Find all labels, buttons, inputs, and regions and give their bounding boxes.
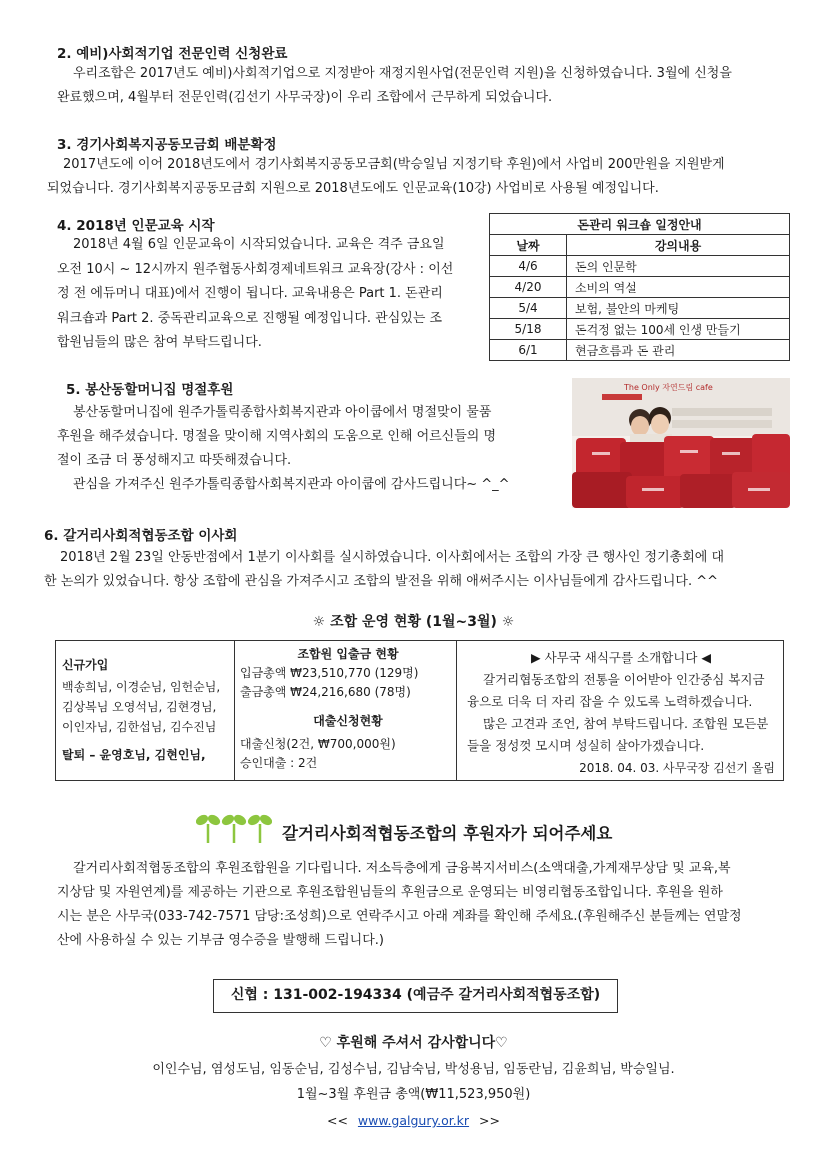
photo-sign: The Only 자연드림 cafe — [624, 383, 713, 392]
workshop-content: 소비의 역설 — [567, 277, 790, 298]
staff-line: 많은 고견과 조언, 참여 부탁드립니다. 조합원 모든분 — [483, 716, 769, 731]
sec2-body — [57, 62, 795, 110]
sec6-heading: 6. 갈거리사회적협동조합 이사회 — [44, 528, 238, 544]
sec2-heading: 2. 예비)사회적기업 전문인력 신청완료 — [57, 46, 288, 62]
bank-account: 신협 : 131-002-194334 (예금주 갈거리사회적협동조합) — [213, 979, 618, 1013]
status-title: ☼ 조합 운영 현황 (1월~3월) ☼ — [312, 614, 515, 630]
workshop-date: 5/4 — [490, 298, 567, 319]
workshop-col-date: 날짜 — [490, 235, 567, 256]
url-suffix: >> — [479, 1113, 500, 1128]
new-members-column — [56, 641, 235, 780]
finance-column — [235, 641, 457, 780]
sec3-line-1: 2017년도에 이어 2018년도에서 경기사회복지공동모금회(박승일님 지정기탁 후원)에서 사업비 200만원을 지원받게 — [63, 157, 725, 172]
sec4-line-1: 2018년 4월 6일 인문교육이 시작되었습니다. 교육은 격주 금요일 — [73, 237, 445, 252]
staff-sign: 2018. 04. 03. 사무국장 김선기 올림 — [579, 761, 775, 775]
workshop-content: 보험, 불안의 마케팅 — [567, 298, 790, 319]
sec5-line-3: 절이 조금 더 풍성해지고 따뜻해졌습니다. — [57, 453, 292, 468]
staff-line: 갈거리협동조합의 전통을 이어받아 인간중심 복지금 — [483, 672, 765, 687]
sec3-body — [47, 153, 795, 201]
table-row — [490, 256, 790, 277]
sec4-heading: 4. 2018년 인문교육 시작 — [57, 218, 215, 234]
new-members-title: 신규가입 — [62, 658, 109, 672]
sec2-line-1: 우리조합은 2017년도 예비)사회적기업으로 지정받아 재정지원사업(전문인력 지원)을 신청하였습니다. 3월에 신청을 — [73, 66, 732, 81]
new-members-line: 김상복님 오영석님, 김현경님, — [62, 700, 217, 714]
sec4-line-5: 합원님들의 많은 참여 부탁드립니다. — [57, 335, 262, 350]
sec3-heading: 3. 경기사회복지공동모금회 배분확정 — [57, 137, 277, 153]
sec6-line-2: 한 논의가 있었습니다. 항상 조합에 관심을 가져주시고 조합의 발전을 위해 애써주시는 이사님들에게 감사드립니다. ^^ — [44, 574, 718, 589]
table-row — [490, 319, 790, 340]
staff-column — [457, 641, 783, 780]
loan-title: 대출신청현황 — [313, 714, 383, 728]
new-members-line: 이인자님, 김한섭님, 김수진님 — [62, 720, 217, 734]
loan-apply: 대출신청(2건, ₩700,000원) — [240, 737, 396, 751]
staff-line: 들을 정성껏 모시며 성실히 살아가겠습니다. — [467, 738, 705, 753]
sec6-line-1: 2018년 2월 23일 안동반점에서 1분기 이사회를 실시하였습니다. 이사회에서는 조합의 가장 큰 행사인 정기총회에 대 — [60, 550, 725, 565]
workshop-date: 6/1 — [490, 340, 567, 361]
workshop-date: 4/20 — [490, 277, 567, 298]
sec5-line-1: 봉산동할머니집에 원주가톨릭종합사회복지관과 아이쿱에서 명절맞이 물품 — [73, 405, 492, 420]
donation-total: 1월~3월 후원금 총액(₩11,523,950원) — [296, 1087, 531, 1102]
new-members-line: 백송희님, 이경순님, 임헌순님, — [62, 680, 221, 694]
workshop-date: 4/6 — [490, 256, 567, 277]
status-box — [55, 640, 784, 781]
table-row — [490, 340, 790, 361]
workshop-content: 돈의 인문학 — [567, 256, 790, 277]
sec5-line-4: 관심을 가져주신 원주가톨릭종합사회복지관과 아이쿱에 감사드립니다~ ^_^ — [73, 477, 510, 492]
sec6-body — [44, 546, 795, 594]
workshop-content: 현금흐름과 돈 관리 — [567, 340, 790, 361]
workshop-date: 5/18 — [490, 319, 567, 340]
workshop-table — [489, 213, 790, 361]
sec5-line-2: 후원을 해주셨습니다. 명절을 맞이해 지역사회의 도움으로 인해 어르신들의 명 — [57, 429, 497, 444]
website-line — [0, 1113, 827, 1128]
sponsor-body — [57, 857, 795, 953]
url-prefix: << — [326, 1113, 348, 1128]
deposit-title: 조합원 입출금 현황 — [297, 647, 399, 661]
sec4-line-2: 오전 10시 ~ 12시까지 원주협동사회경제네트워크 교육장(강사 : 이선 — [57, 261, 454, 277]
sprout-icon — [196, 810, 272, 844]
workshop-col-content: 강의내용 — [567, 235, 790, 256]
workshop-content: 돈걱정 없는 100세 인생 만들기 — [567, 319, 790, 340]
sec4-line-3: 정 전 에듀머니 대표)에서 진행이 됩니다. 교육내용은 Part 1. 돈관리 — [57, 286, 443, 301]
sponsor-title: 갈거리사회적협동조합의 후원자가 되어주세요 — [282, 824, 613, 843]
sec4-body — [57, 233, 482, 356]
table-row — [490, 298, 790, 319]
sponsor-line-3: 시는 분은 사무국(033-742-7571 담당:조성희)으로 연락주시고 아래 계좌를 확인해 주세요.(후원해주신 분들께는 연말정 — [57, 909, 742, 924]
sec3-line-2: 되었습니다. 경기사회복지공동모금회 지원으로 2018년도에도 인문교육(10강) 사업비로 사용될 예정입니다. — [47, 181, 659, 196]
sponsor-line-2: 지상담 및 자원연계)를 제공하는 기관으로 후원조합원님들의 후원금으로 운영되는 비영리협동조합입니다. 후원을 원하 — [57, 885, 723, 900]
sec4-line-4: 워크숍과 Part 2. 중독관리교육으로 진행될 예정입니다. 관심있는 조 — [57, 310, 443, 326]
sec2-line-2: 완료했으며, 4월부터 전문인력(김선기 사무국장)이 우리 조합에서 근무하게 되었습니다. — [57, 90, 553, 105]
donor-list: 이인수님, 염성도님, 임동순님, 김성수님, 김남숙님, 박성용님, 임동란님, 김윤희님, 박승일님. — [152, 1062, 675, 1077]
deposit-out: 출금총액 ₩24,216,680 (78명) — [240, 685, 411, 699]
workshop-title: 돈관리 워크숍 일정안내 — [490, 214, 790, 235]
sponsor-line-4: 산에 사용하실 수 있는 기부금 영수증을 발행해 드립니다.) — [57, 933, 384, 948]
sec5-body — [57, 401, 567, 497]
website-link[interactable]: www.galgury.or.kr — [357, 1113, 470, 1128]
thanks-title: ♡ 후원해 주셔서 감사합니다♡ — [319, 1035, 508, 1051]
deposit-in: 입금총액 ₩23,510,770 (129명) — [240, 666, 419, 680]
sponsor-line-1: 갈거리사회적협동조합의 후원조합원을 기다립니다. 저소득층에게 금융복지서비스(소액대출,가계재무상담 및 교육,복 — [73, 861, 731, 876]
loan-approved: 승인대출 : 2건 — [240, 756, 318, 770]
staff-line: 융으로 더욱 더 자리 잡을 수 있도록 노력하겠습니다. — [467, 694, 753, 709]
donation-photo — [572, 378, 790, 508]
leave-members: 탈퇴 – 윤영호님, 김현인님, — [62, 748, 206, 762]
staff-title: ▶ 사무국 새식구를 소개합니다 ◀ — [530, 650, 712, 665]
sec5-heading: 5. 봉산동할머니집 명절후원 — [66, 382, 234, 398]
table-row — [490, 277, 790, 298]
